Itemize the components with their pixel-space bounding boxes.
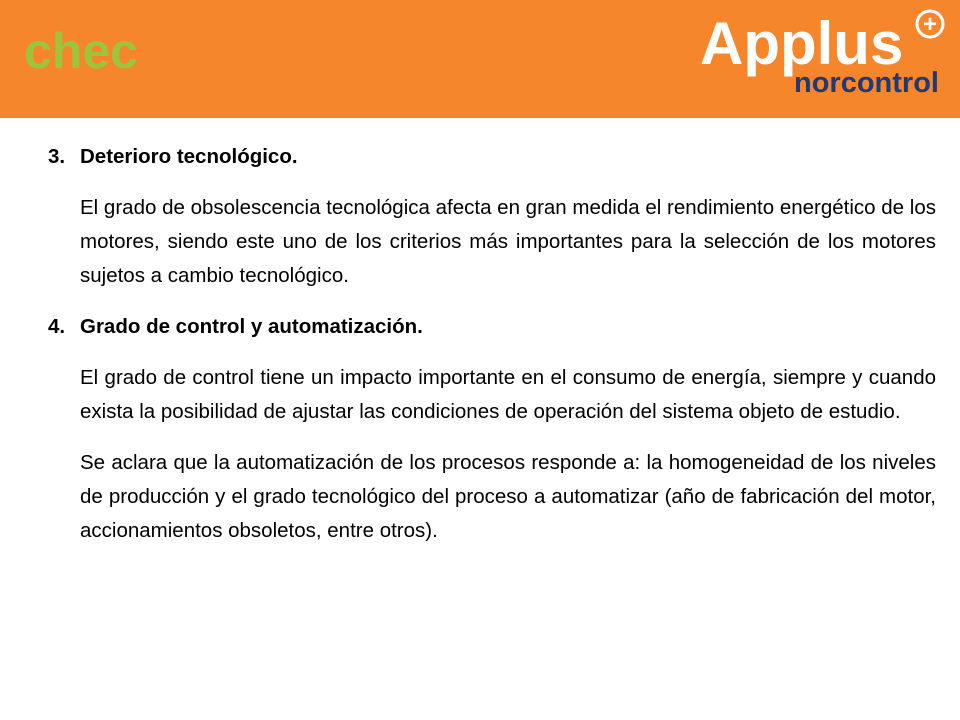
section-number: 3. — [48, 145, 66, 168]
section-control — [48, 310, 936, 548]
chec-logo-text: chec — [24, 23, 138, 78]
section-paragraph: El grado de obsolescencia tecnológica afecta en gran medida el rendimiento energético de los motores, siendo este uno de los criterios más importantes para la selección de los motores sujetos a cambio tecnológico. — [80, 196, 936, 287]
section-title: Deterioro tecnológico. — [80, 145, 298, 168]
section-deterioro — [48, 140, 936, 293]
section-heading — [48, 140, 936, 174]
header-bar — [0, 0, 960, 118]
applus-logo — [700, 6, 950, 102]
plus-icon: + — [922, 11, 938, 38]
section-paragraph: El grado de control tiene un impacto importante en el consumo de energía, siempre y cuando exista la posibilidad de ajustar las condiciones de operación del sistema objeto de estudio. — [80, 366, 936, 423]
section-title: Grado de control y automatización. — [80, 315, 423, 338]
document-body — [48, 140, 936, 565]
section-heading — [48, 310, 936, 344]
chec-logo — [24, 22, 164, 78]
section-paragraph: Se aclara que la automatización de los procesos responde a: la homogeneidad de los niveles de producción y el grado tecnológico del proceso a automatizar (año de fabricación del motor, accionamientos obsoletos, entre otros). — [80, 451, 936, 542]
section-number: 4. — [48, 315, 66, 338]
applus-logo-text: Applus — [700, 10, 904, 77]
norcontrol-logo-text: norcontrol — [794, 67, 939, 99]
